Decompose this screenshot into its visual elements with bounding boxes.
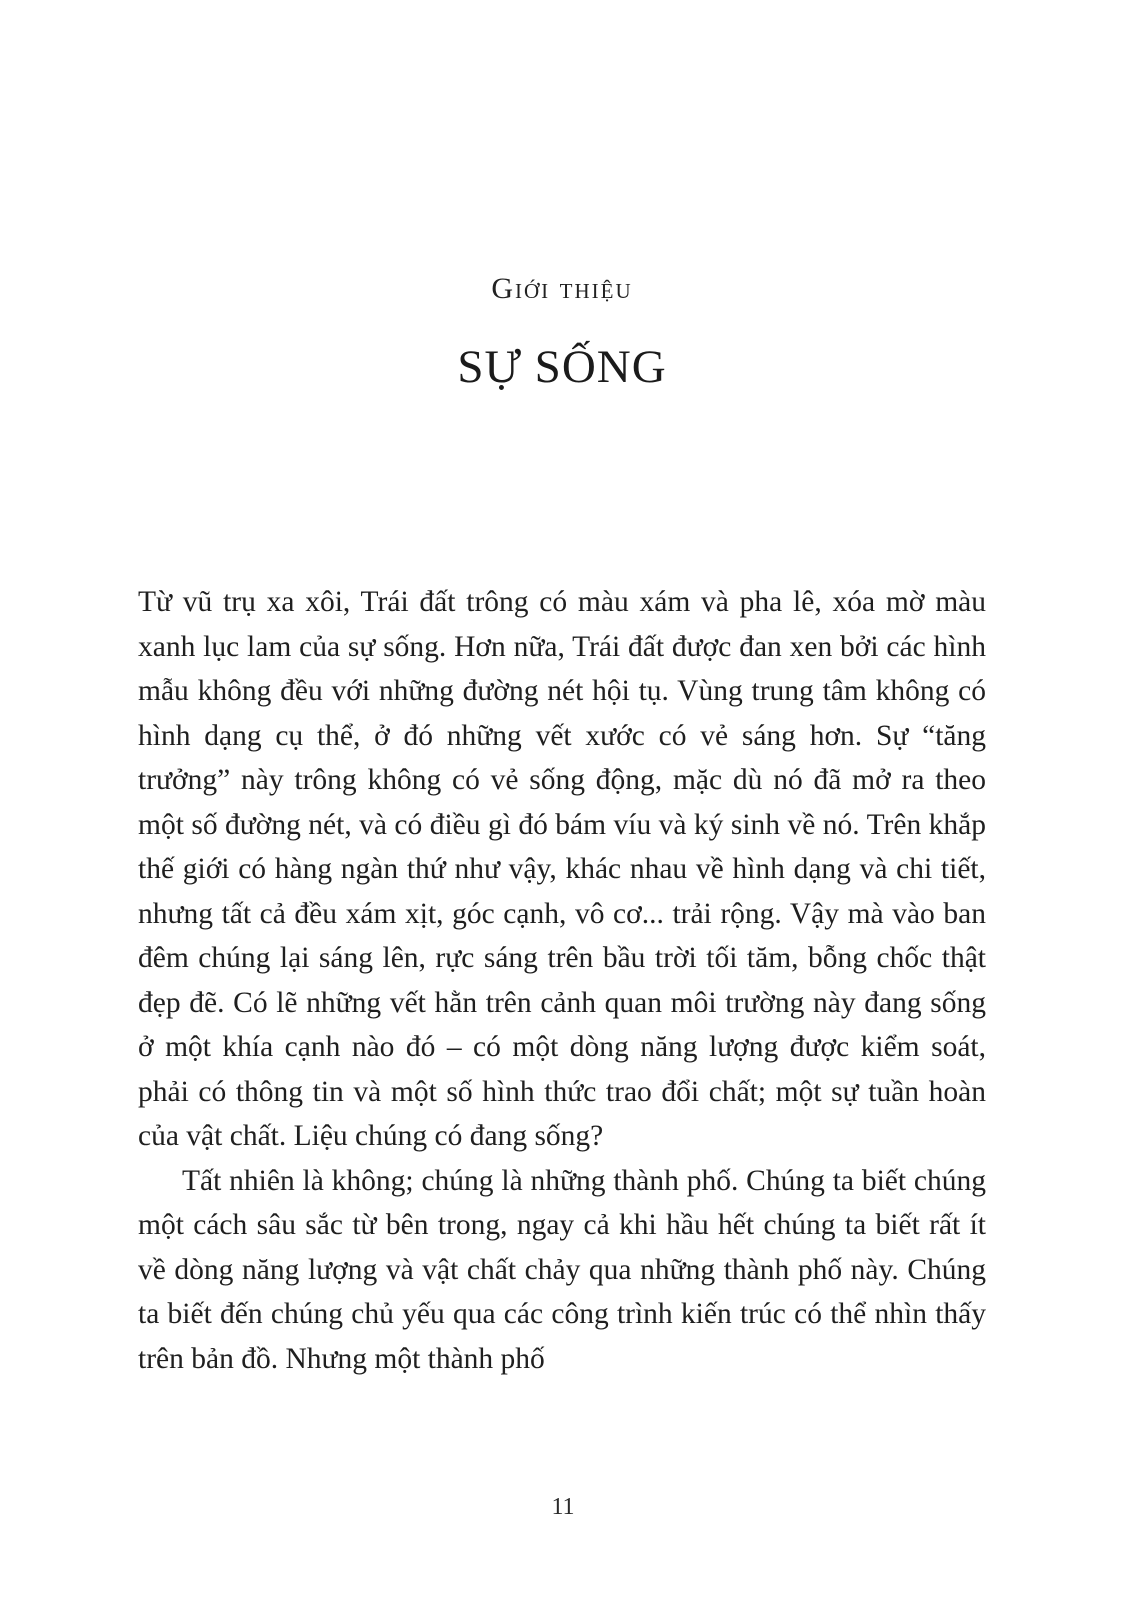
paragraph: Từ vũ trụ xa xôi, Trái đất trông có màu xám và pha lê, xóa mờ màu xanh lục lam của sự sống. Hơn nữa, Trái đất được đan xen bởi các hình mẫu không đều với những đường nét hội tụ. Vùng trung tâm không có hình dạng cụ thể, ở đó những vết xước có vẻ sáng hơn. Sự “tăng trưởng” này trông không có vẻ sống động, mặc dù nó đã mở ra theo một số đường nét, và có điều gì đó bám víu và ký sinh về nó. Trên khắp thế giới có hàng ngàn thứ như vậy, khác nhau về hình dạng và chi tiết, nhưng tất cả đều xám xịt, góc cạnh, vô cơ... trải rộng. Vậy mà vào ban đêm chúng lại sáng lên, rực sáng trên bầu trời tối tăm, bỗng chốc thật đẹp đẽ. Có lẽ những vết hằn trên cảnh quan môi trường này đang sống ở một khía cạnh nào đó – có một dòng năng lượng được kiểm soát, phải có thông tin và một số hình thức trao đổi chất; một sự tuần hoàn của vật chất. Liệu chúng có đang sống? [138, 586, 986, 1152]
section-kicker: Giới thiệu [491, 272, 633, 305]
chapter-title: SỰ SỐNG [457, 341, 667, 393]
page-number: 11 [551, 1494, 575, 1520]
body-text [138, 580, 986, 1381]
text-block [138, 0, 986, 1381]
paragraph: Tất nhiên là không; chúng là những thành phố. Chúng ta biết chúng một cách sâu sắc từ bên trong, ngay cả khi hầu hết chúng ta biết rất ít về dòng năng lượng và vật chất chảy qua những thành phố này. Chúng ta biết đến chúng chủ yếu qua các công trình kiến trúc có thể nhìn thấy trên bản đồ. Nhưng một thành phố [138, 1164, 986, 1375]
